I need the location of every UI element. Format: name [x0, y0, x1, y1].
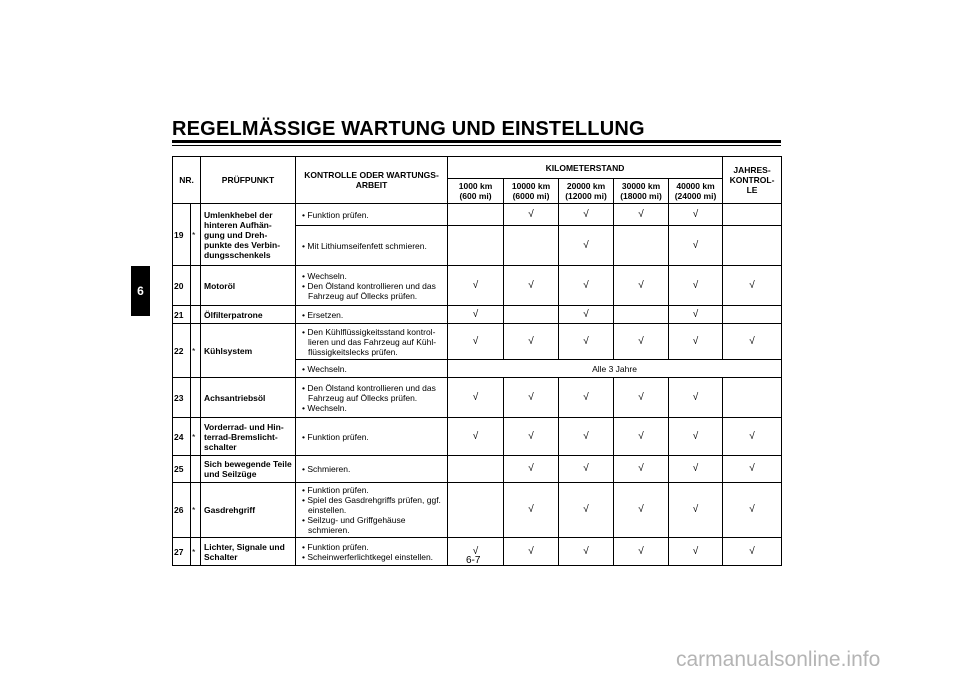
check-mark-icon: √ [448, 418, 504, 456]
bullet-icon: • [302, 270, 308, 281]
table-row [173, 324, 782, 360]
empty-cell [723, 306, 782, 324]
action-text: Funktion prüfen. [307, 209, 369, 220]
row-action [296, 456, 448, 483]
check-mark-icon: √ [504, 204, 559, 226]
action-item [300, 552, 444, 562]
row-action [296, 483, 448, 538]
row-part: Sich bewegende Teile und Seilzüge [201, 456, 296, 483]
check-mark-icon: √ [614, 324, 669, 360]
check-mark-icon: √ [504, 266, 559, 306]
check-mark-icon: √ [504, 456, 559, 483]
title-rule-thin [172, 145, 781, 146]
row-part: Kühlsystem [201, 324, 296, 378]
header-km-3 [614, 179, 669, 204]
check-mark-icon: √ [614, 483, 669, 538]
header-part: PRÜFPUNKT [201, 157, 296, 204]
check-mark-icon: √ [559, 418, 614, 456]
row-action [296, 324, 448, 360]
check-mark-icon: √ [723, 266, 782, 306]
check-mark-icon: √ [669, 378, 723, 418]
check-mark-icon: √ [669, 204, 723, 226]
empty-cell [723, 378, 782, 418]
row-star [191, 306, 201, 324]
empty-cell [614, 306, 669, 324]
action-item [300, 383, 444, 403]
row-number: 20 [173, 266, 191, 306]
action-text: Wechseln. [307, 270, 347, 281]
check-mark-icon: √ [559, 538, 614, 566]
action-item [300, 310, 444, 320]
bullet-icon: • [302, 551, 308, 562]
page-title: REGELMÄSSIGE WARTUNG UND EINSTELLUNG [172, 118, 645, 140]
empty-cell [448, 226, 504, 266]
action-item [300, 464, 444, 474]
row-part: Ölfilterpatrone [201, 306, 296, 324]
check-mark-icon: √ [559, 204, 614, 226]
action-item [300, 495, 444, 515]
header-nr: NR. [173, 157, 201, 204]
bullet-icon: • [302, 240, 308, 251]
row-star: * [191, 418, 201, 456]
action-item [300, 403, 444, 413]
row-number: 26 [173, 483, 191, 538]
row-star [191, 378, 201, 418]
empty-cell [448, 204, 504, 226]
bullet-icon: • [302, 485, 308, 495]
header-km-distance: 30000 km [621, 181, 661, 191]
row-number: 25 [173, 456, 191, 483]
check-mark-icon: √ [669, 226, 723, 266]
empty-cell [723, 226, 782, 266]
action-item [300, 485, 444, 495]
row-part: Lichter, Signale und Schalter [201, 538, 296, 566]
check-mark-icon: √ [669, 306, 723, 324]
bullet-icon: • [302, 382, 308, 393]
check-mark-icon: √ [448, 306, 504, 324]
action-text: Funktion prüfen. [307, 431, 369, 442]
table-row [173, 204, 782, 226]
action-item [300, 271, 444, 281]
action-text: Funktion prüfen. [307, 541, 369, 552]
action-item [300, 210, 444, 220]
row-part: Umlenkhebel der hinteren Aufhän-gung und Dreh-punkte des Verbin-dungsschenkels [201, 204, 296, 266]
action-item [300, 515, 444, 535]
check-mark-icon: √ [448, 266, 504, 306]
row-star: * [191, 538, 201, 566]
bullet-icon: • [302, 495, 308, 505]
check-mark-icon: √ [504, 378, 559, 418]
bullet-icon: • [302, 515, 308, 525]
action-text: Seilzug- und Griffgehäuse schmieren. [307, 515, 406, 535]
check-mark-icon: √ [448, 378, 504, 418]
header-km-distance: 40000 km [676, 181, 715, 191]
chapter-tab: 6 [131, 266, 150, 316]
check-mark-icon: √ [504, 324, 559, 360]
check-mark-icon: √ [669, 266, 723, 306]
header-annual: JAHRES-KONTROL-LE [723, 157, 782, 204]
check-mark-icon: √ [669, 418, 723, 456]
table-row [173, 418, 782, 456]
check-mark-icon: √ [614, 378, 669, 418]
maintenance-table [172, 156, 782, 566]
header-km-group: KILOMETERSTAND [448, 157, 723, 179]
check-mark-icon: √ [723, 538, 782, 566]
check-mark-icon: √ [448, 538, 504, 566]
table-row [173, 456, 782, 483]
bullet-icon: • [302, 541, 308, 552]
action-item [300, 364, 444, 374]
action-item [300, 542, 444, 552]
header-km-distance: 10000 km [511, 181, 551, 191]
empty-cell [723, 204, 782, 226]
row-star [191, 266, 201, 306]
check-mark-icon: √ [559, 324, 614, 360]
bullet-icon: • [302, 309, 308, 320]
empty-cell [504, 226, 559, 266]
row-number: 22 [173, 324, 191, 378]
action-item [300, 327, 444, 357]
row-number: 23 [173, 378, 191, 418]
row-number: 27 [173, 538, 191, 566]
bullet-icon: • [302, 363, 308, 374]
check-mark-icon: √ [448, 324, 504, 360]
table-row [173, 306, 782, 324]
action-text: Wechseln. [307, 402, 347, 413]
table-row [173, 483, 782, 538]
watermark: carmanualsonline.info [676, 648, 881, 671]
interval-span: Alle 3 Jahre [448, 360, 782, 378]
header-km-miles: (24000 mi) [674, 191, 717, 201]
check-mark-icon: √ [669, 483, 723, 538]
check-mark-icon: √ [559, 483, 614, 538]
row-action [296, 418, 448, 456]
row-action [296, 226, 448, 266]
empty-cell [448, 456, 504, 483]
check-mark-icon: √ [504, 418, 559, 456]
row-star: * [191, 324, 201, 378]
row-action [296, 306, 448, 324]
check-mark-icon: √ [669, 538, 723, 566]
action-text: Scheinwerferlichtkegel einstellen. [307, 551, 434, 562]
check-mark-icon: √ [614, 204, 669, 226]
header-km-distance: 20000 km [566, 181, 606, 191]
header-km-1 [504, 179, 559, 204]
check-mark-icon: √ [723, 418, 782, 456]
page-number: 6-7 [466, 555, 481, 566]
empty-cell [614, 226, 669, 266]
check-mark-icon: √ [614, 418, 669, 456]
action-item [300, 281, 444, 301]
row-number: 21 [173, 306, 191, 324]
bullet-icon: • [302, 431, 308, 442]
check-mark-icon: √ [723, 324, 782, 360]
action-text: Wechseln. [307, 363, 347, 374]
check-mark-icon: √ [559, 456, 614, 483]
action-item [300, 241, 444, 251]
header-km-miles: (600 mi) [459, 191, 492, 201]
header-km-distance: 1000 km [458, 181, 493, 191]
action-text: Den Kühlflüssigkeitsstand kontrol-lieren und das Fahrzeug auf Kühl-flüssigkeitslecks prüfen. [307, 326, 437, 357]
action-text: Spiel des Gasdrehgriffs prüfen, ggf. einstellen. [307, 495, 441, 515]
row-part: Motoröl [201, 266, 296, 306]
bullet-icon: • [302, 464, 308, 474]
action-text: Den Ölstand kontrollieren und das Fahrzeug auf Öllecks prüfen. [307, 280, 436, 301]
action-text: Schmieren. [307, 464, 351, 474]
check-mark-icon: √ [669, 456, 723, 483]
empty-cell [504, 306, 559, 324]
check-mark-icon: √ [614, 266, 669, 306]
check-mark-icon: √ [559, 378, 614, 418]
action-text: Funktion prüfen. [307, 485, 369, 495]
header-action: KONTROLLE ODER WARTUNGS-ARBEIT [296, 157, 448, 204]
row-star [191, 456, 201, 483]
check-mark-icon: √ [669, 324, 723, 360]
row-action [296, 378, 448, 418]
row-number: 24 [173, 418, 191, 456]
row-part: Achsantriebsöl [201, 378, 296, 418]
check-mark-icon: √ [559, 306, 614, 324]
row-action [296, 266, 448, 306]
action-text: Den Ölstand kontrollieren und das Fahrzeug auf Öllecks prüfen. [307, 382, 436, 403]
check-mark-icon: √ [504, 538, 559, 566]
action-item [300, 432, 444, 442]
row-part: Gasdrehgriff [201, 483, 296, 538]
action-text: Ersetzen. [307, 309, 344, 320]
bullet-icon: • [302, 280, 308, 291]
header-km-miles: (6000 mi) [512, 191, 550, 201]
row-star: * [191, 204, 201, 266]
row-action [296, 538, 448, 566]
check-mark-icon: √ [723, 483, 782, 538]
empty-cell [448, 483, 504, 538]
check-mark-icon: √ [559, 266, 614, 306]
header-km-miles: (18000 mi) [620, 191, 662, 201]
header-km-0 [448, 179, 504, 204]
title-rule-thick [172, 140, 781, 143]
bullet-icon: • [302, 326, 308, 337]
row-action [296, 360, 448, 378]
row-part: Vorderrad- und Hin-terrad-Bremslicht-schalter [201, 418, 296, 456]
check-mark-icon: √ [723, 456, 782, 483]
table-row [173, 378, 782, 418]
row-star: * [191, 483, 201, 538]
header-km-4 [669, 179, 723, 204]
bullet-icon: • [302, 209, 308, 220]
action-text: Mit Lithiumseifenfett schmieren. [307, 240, 427, 251]
check-mark-icon: √ [614, 456, 669, 483]
row-action [296, 204, 448, 226]
header-km-2 [559, 179, 614, 204]
bullet-icon: • [302, 402, 308, 413]
check-mark-icon: √ [559, 226, 614, 266]
check-mark-icon: √ [504, 483, 559, 538]
check-mark-icon: √ [614, 538, 669, 566]
header-km-miles: (12000 mi) [565, 191, 607, 201]
table-row [173, 266, 782, 306]
row-number: 19 [173, 204, 191, 266]
